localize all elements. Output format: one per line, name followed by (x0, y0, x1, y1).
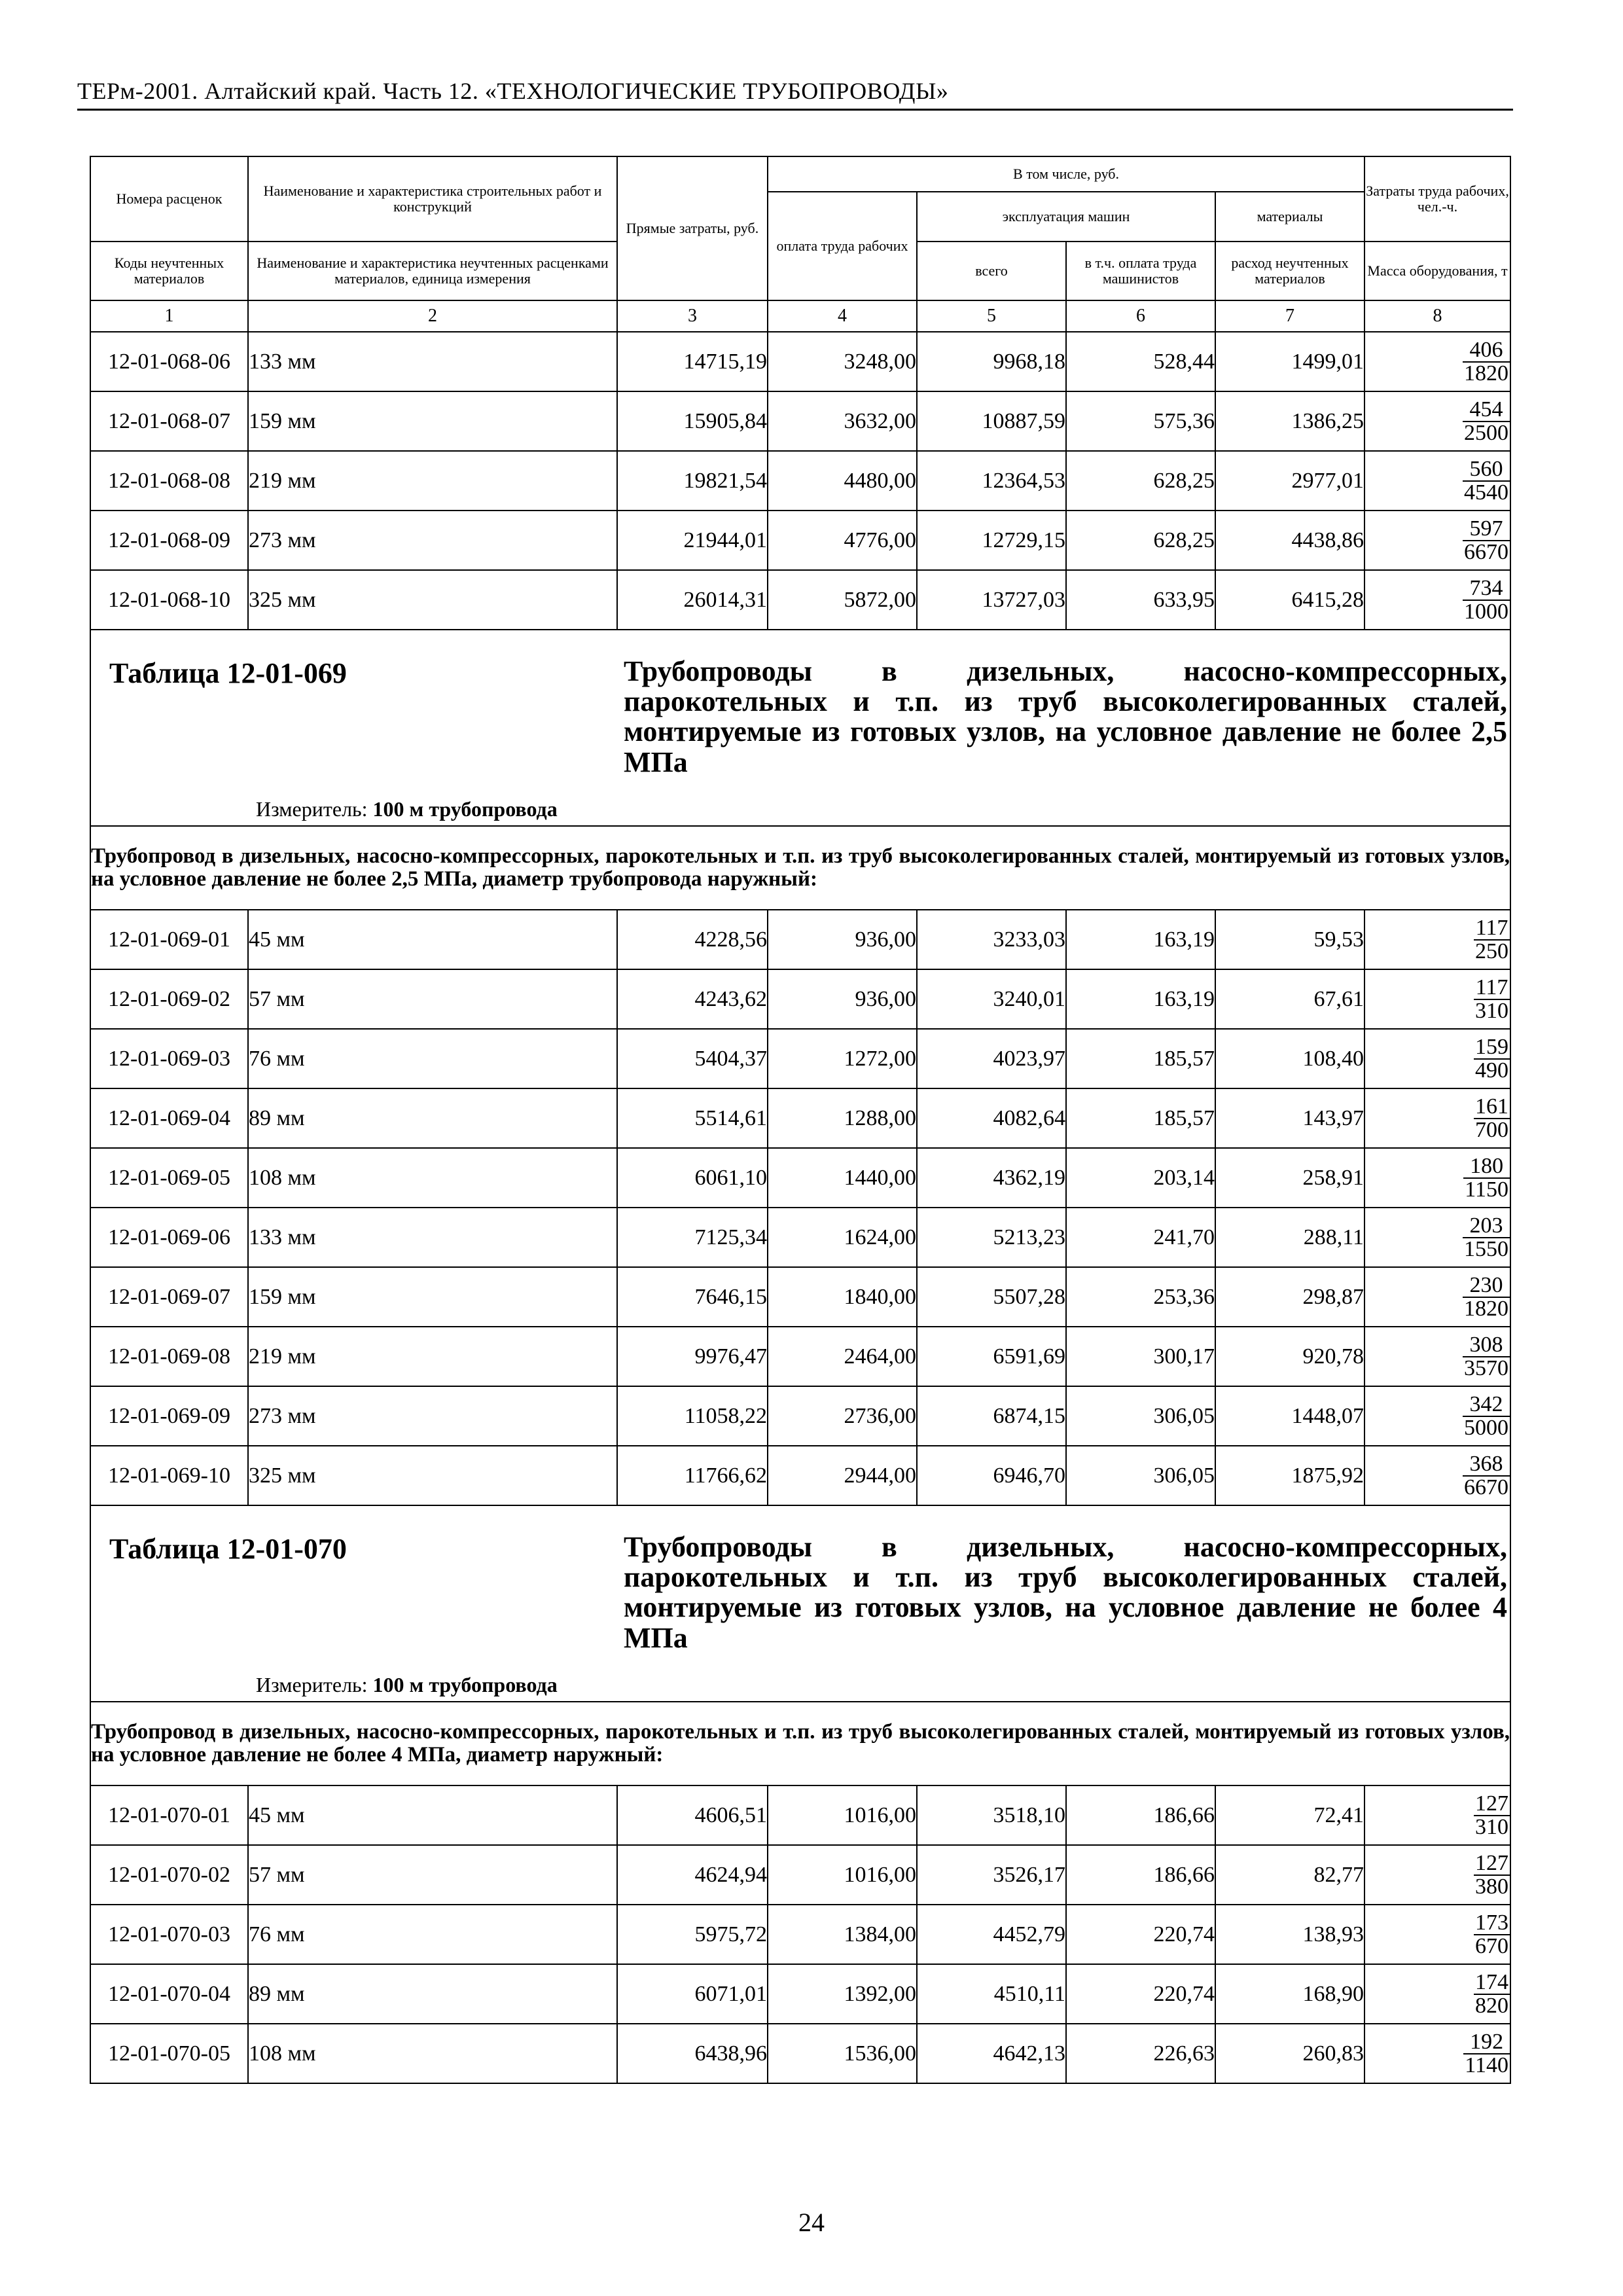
equipment-mass: 4540 (1464, 480, 1509, 505)
table-row (90, 1386, 1510, 1446)
table-row (90, 391, 1510, 451)
machine-labor-cell: 220,74 (1066, 1905, 1215, 1964)
direct-costs-cell: 9976,47 (617, 1327, 768, 1386)
direct-costs-cell: 11058,22 (617, 1386, 768, 1446)
col-number: 6 (1066, 300, 1215, 332)
col-number: 7 (1215, 300, 1364, 332)
table-row (90, 910, 1510, 969)
pipe-diameter-cell: 219 мм (248, 451, 617, 511)
col-number: 2 (248, 300, 617, 332)
machine-labor-cell: 633,95 (1066, 570, 1215, 630)
document-body (90, 156, 1510, 2084)
machine-labor-cell: 528,44 (1066, 332, 1215, 391)
labor-hours: 734 (1463, 577, 1510, 601)
rate-code-cell: 12-01-069-06 (90, 1208, 248, 1267)
rate-code-cell: 12-01-069-01 (90, 910, 248, 969)
table-row (90, 969, 1510, 1029)
labor-mass-fraction (1463, 518, 1510, 564)
direct-costs-cell: 5975,72 (617, 1905, 768, 1964)
direct-costs-cell: 4228,56 (617, 910, 768, 969)
labor-pay-cell: 2736,00 (768, 1386, 917, 1446)
machine-labor-cell: 300,17 (1066, 1327, 1215, 1386)
table-description: Трубопровод в дизельных, насосно-компрессорных, парокотельных и т.п. из труб высоколегированных сталей, монтируемый из готовых узлов, на условное давление не более 2,5 МПа, диаметр трубопровода наружный: (91, 844, 1510, 891)
labor-mass-fraction (1463, 458, 1510, 504)
machine-labor-cell: 306,05 (1066, 1386, 1215, 1446)
machine-total-cell: 4510,11 (917, 1964, 1066, 2024)
labor-mass-cell (1364, 1446, 1510, 1505)
col-number: 3 (617, 300, 768, 332)
labor-mass-cell (1364, 1327, 1510, 1386)
labor-mass-fraction (1474, 1096, 1510, 1141)
labor-hours: 454 (1463, 399, 1510, 422)
machine-total-cell: 3526,17 (917, 1845, 1066, 1905)
machine-labor-cell: 185,57 (1066, 1029, 1215, 1088)
labor-pay-cell: 1536,00 (768, 2024, 917, 2083)
labor-mass-fraction (1463, 1453, 1510, 1499)
machine-total-cell: 4362,19 (917, 1148, 1066, 1208)
machine-total-cell: 3233,03 (917, 910, 1066, 969)
equipment-mass: 310 (1475, 998, 1509, 1023)
table-heading-row (90, 1505, 1510, 1702)
direct-costs-cell: 7125,34 (617, 1208, 768, 1267)
table-description-cell (90, 826, 1510, 910)
table-description: Трубопровод в дизельных, насосно-компрессорных, парокотельных и т.п. из труб высоколегированных сталей, монтируемый из готовых узлов, на условное давление не более 4 МПа, диаметр наружный: (91, 1720, 1510, 1767)
direct-costs-cell: 11766,62 (617, 1446, 768, 1505)
equipment-mass: 5000 (1464, 1415, 1509, 1440)
hdr-equipment-mass: Масса оборудования, т (1364, 242, 1510, 300)
equipment-mass: 670 (1475, 1933, 1509, 1958)
table-title: Трубопроводы в дизельных, насосно-компрессорных, парокотельных и т.п. из труб высоколегированных сталей, монтируемые из готовых узлов, на условное давление не более 2,5 МПа (624, 655, 1507, 778)
pipe-diameter-cell: 45 мм (248, 1785, 617, 1845)
direct-costs-cell: 14715,19 (617, 332, 768, 391)
direct-costs-cell: 6061,10 (617, 1148, 768, 1208)
labor-hours: 203 (1463, 1215, 1510, 1238)
machine-labor-cell: 186,66 (1066, 1785, 1215, 1845)
pipe-diameter-cell: 273 мм (248, 511, 617, 570)
direct-costs-cell: 5514,61 (617, 1088, 768, 1148)
equipment-mass: 3570 (1464, 1355, 1509, 1380)
pipe-diameter-cell: 219 мм (248, 1327, 617, 1386)
machine-labor-cell: 628,25 (1066, 451, 1215, 511)
pipe-diameter-cell: 45 мм (248, 910, 617, 969)
labor-hours: 560 (1463, 458, 1510, 482)
labor-pay-cell: 1384,00 (768, 1905, 917, 1964)
labor-mass-cell (1364, 1386, 1510, 1446)
pipe-diameter-cell: 57 мм (248, 1845, 617, 1905)
table-number: Таблица 12-01-069 (109, 657, 347, 689)
machine-labor-cell: 203,14 (1066, 1148, 1215, 1208)
machine-total-cell: 6591,69 (917, 1327, 1066, 1386)
hdr-machine-ops: эксплуатация машин (917, 192, 1215, 242)
table-heading (90, 1505, 1510, 1702)
equipment-mass: 820 (1475, 1993, 1509, 2018)
rate-code-cell: 12-01-068-09 (90, 511, 248, 570)
materials-cell: 2977,01 (1215, 451, 1364, 511)
materials-cell: 108,40 (1215, 1029, 1364, 1088)
table-row (90, 1208, 1510, 1267)
table-meter (256, 1673, 558, 1697)
table-description-row (90, 826, 1510, 910)
equipment-mass: 1140 (1465, 2053, 1509, 2077)
table-row (90, 1446, 1510, 1505)
machine-labor-cell: 185,57 (1066, 1088, 1215, 1148)
table-row (90, 2024, 1510, 2083)
equipment-mass: 250 (1475, 939, 1509, 963)
labor-hours: 230 (1463, 1274, 1510, 1298)
labor-hours: 406 (1463, 339, 1510, 363)
labor-pay-cell: 3248,00 (768, 332, 917, 391)
machine-total-cell: 4023,97 (917, 1029, 1066, 1088)
hdr-unaccounted-names: Наименование и характеристика неучтенных расценками материалов, единица измерения (248, 242, 617, 300)
equipment-mass: 310 (1475, 1814, 1509, 1839)
hdr-machine-total: всего (917, 242, 1066, 300)
machine-total-cell: 4452,79 (917, 1905, 1066, 1964)
materials-cell: 1875,92 (1215, 1446, 1364, 1505)
labor-hours: 117 (1474, 977, 1510, 1000)
pipe-diameter-cell: 89 мм (248, 1964, 617, 2024)
labor-pay-cell: 1624,00 (768, 1208, 917, 1267)
labor-mass-cell (1364, 1964, 1510, 2024)
meter-label: Измеритель: (256, 1673, 368, 1696)
materials-cell: 6415,28 (1215, 570, 1364, 630)
table-row (90, 1905, 1510, 1964)
rate-code-cell: 12-01-070-03 (90, 1905, 248, 1964)
labor-pay-cell: 1840,00 (768, 1267, 917, 1327)
labor-mass-cell (1364, 570, 1510, 630)
hdr-work-name: Наименование и характеристика строительных работ и конструкций (248, 156, 617, 242)
labor-hours: 192 (1463, 2031, 1510, 2054)
pipe-diameter-cell: 159 мм (248, 1267, 617, 1327)
materials-cell: 143,97 (1215, 1088, 1364, 1148)
labor-mass-fraction (1463, 1215, 1510, 1261)
labor-mass-fraction (1463, 2031, 1510, 2077)
pipe-diameter-cell: 76 мм (248, 1905, 617, 1964)
machine-labor-cell: 575,36 (1066, 391, 1215, 451)
machine-labor-cell: 163,19 (1066, 969, 1215, 1029)
labor-mass-cell (1364, 2024, 1510, 2083)
col-number: 4 (768, 300, 917, 332)
labor-pay-cell: 1016,00 (768, 1845, 917, 1905)
materials-cell: 168,90 (1215, 1964, 1364, 2024)
machine-labor-cell: 628,25 (1066, 511, 1215, 570)
table-row (90, 511, 1510, 570)
labor-hours: 127 (1475, 1791, 1509, 1816)
labor-mass-fraction (1474, 1852, 1510, 1898)
labor-mass-cell (1364, 1088, 1510, 1148)
table-row (90, 332, 1510, 391)
machine-total-cell: 5507,28 (917, 1267, 1066, 1327)
equipment-mass: 1150 (1465, 1177, 1509, 1202)
labor-mass-cell (1364, 969, 1510, 1029)
labor-mass-fraction (1463, 399, 1510, 444)
materials-cell: 260,83 (1215, 2024, 1364, 2083)
labor-pay-cell: 2464,00 (768, 1327, 917, 1386)
materials-cell: 288,11 (1215, 1208, 1364, 1267)
rate-code-cell: 12-01-068-10 (90, 570, 248, 630)
labor-pay-cell: 1440,00 (768, 1148, 917, 1208)
rate-code-cell: 12-01-069-03 (90, 1029, 248, 1088)
labor-mass-fraction (1474, 1036, 1510, 1082)
pipe-diameter-cell: 133 мм (248, 1208, 617, 1267)
labor-mass-cell (1364, 391, 1510, 451)
table-meter (256, 797, 558, 821)
rate-code-cell: 12-01-069-10 (90, 1446, 248, 1505)
labor-pay-cell: 1392,00 (768, 1964, 917, 2024)
machine-labor-cell: 306,05 (1066, 1446, 1215, 1505)
labor-pay-cell: 4480,00 (768, 451, 917, 511)
direct-costs-cell: 6438,96 (617, 2024, 768, 2083)
equipment-mass: 1000 (1464, 599, 1509, 624)
labor-mass-cell (1364, 1208, 1510, 1267)
hdr-including: В том числе, руб. (768, 156, 1364, 192)
labor-mass-cell (1364, 1267, 1510, 1327)
direct-costs-cell: 4606,51 (617, 1785, 768, 1845)
pipe-diameter-cell: 273 мм (248, 1386, 617, 1446)
labor-hours: 173 (1475, 1910, 1509, 1935)
machine-total-cell: 5213,23 (917, 1208, 1066, 1267)
labor-mass-fraction (1474, 1793, 1510, 1839)
equipment-mass: 1820 (1464, 361, 1509, 386)
pipe-diameter-cell: 325 мм (248, 570, 617, 630)
machine-total-cell: 6874,15 (917, 1386, 1066, 1446)
direct-costs-cell: 6071,01 (617, 1964, 768, 2024)
rate-code-cell: 12-01-069-07 (90, 1267, 248, 1327)
hdr-labor-pay: оплата труда рабочих (768, 192, 917, 300)
labor-mass-cell (1364, 1148, 1510, 1208)
col-number: 1 (90, 300, 248, 332)
labor-pay-cell: 5872,00 (768, 570, 917, 630)
table-row (90, 1785, 1510, 1845)
labor-mass-cell (1364, 1845, 1510, 1905)
hdr-labor-costs: Затраты труда рабочих, чел.-ч. (1364, 156, 1510, 242)
table-title: Трубопроводы в дизельных, насосно-компрессорных, парокотельных и т.п. из труб высоколегированных сталей, монтируемые из готовых узлов, на условное давление не более 4 МПа (624, 1531, 1507, 1654)
labor-mass-cell (1364, 1905, 1510, 1964)
labor-mass-fraction (1463, 339, 1510, 385)
labor-mass-cell (1364, 332, 1510, 391)
machine-total-cell: 9968,18 (917, 332, 1066, 391)
table-description-cell (90, 1702, 1510, 1785)
rate-code-cell: 12-01-068-08 (90, 451, 248, 511)
materials-cell: 67,61 (1215, 969, 1364, 1029)
machine-labor-cell: 226,63 (1066, 2024, 1215, 2083)
rate-code-cell: 12-01-069-09 (90, 1386, 248, 1446)
machine-labor-cell: 253,36 (1066, 1267, 1215, 1327)
rate-code-cell: 12-01-069-08 (90, 1327, 248, 1386)
rate-code-cell: 12-01-069-02 (90, 969, 248, 1029)
labor-hours: 159 (1475, 1034, 1509, 1059)
table-row (90, 1029, 1510, 1088)
labor-pay-cell: 1016,00 (768, 1785, 917, 1845)
hdr-unaccounted-codes: Коды неучтенных материалов (90, 242, 248, 300)
rate-code-cell: 12-01-070-01 (90, 1785, 248, 1845)
labor-hours: 174 (1475, 1969, 1509, 1994)
materials-cell: 4438,86 (1215, 511, 1364, 570)
direct-costs-cell: 19821,54 (617, 451, 768, 511)
rate-code-cell: 12-01-068-07 (90, 391, 248, 451)
table-row (90, 1148, 1510, 1208)
meter-label: Измеритель: (256, 797, 368, 821)
machine-labor-cell: 186,66 (1066, 1845, 1215, 1905)
table-row (90, 570, 1510, 630)
materials-cell: 82,77 (1215, 1845, 1364, 1905)
header-rule (77, 109, 1513, 111)
pipe-diameter-cell: 108 мм (248, 2024, 617, 2083)
machine-total-cell: 3518,10 (917, 1785, 1066, 1845)
meter-value: 100 м трубопровода (372, 797, 558, 821)
equipment-mass: 1820 (1464, 1296, 1509, 1321)
materials-cell: 1386,25 (1215, 391, 1364, 451)
labor-pay-cell: 3632,00 (768, 391, 917, 451)
pipe-diameter-cell: 76 мм (248, 1029, 617, 1088)
direct-costs-cell: 5404,37 (617, 1029, 768, 1088)
direct-costs-cell: 4243,62 (617, 969, 768, 1029)
materials-cell: 59,53 (1215, 910, 1364, 969)
equipment-mass: 6670 (1464, 539, 1509, 564)
direct-costs-cell: 15905,84 (617, 391, 768, 451)
labor-mass-cell (1364, 451, 1510, 511)
machine-total-cell: 4082,64 (917, 1088, 1066, 1148)
labor-mass-cell (1364, 511, 1510, 570)
col-number: 8 (1364, 300, 1510, 332)
equipment-mass: 490 (1475, 1058, 1509, 1083)
machine-labor-cell: 241,70 (1066, 1208, 1215, 1267)
rate-code-cell: 12-01-070-05 (90, 2024, 248, 2083)
hdr-rate-numbers: Номера расценок (90, 156, 248, 242)
hdr-direct-costs: Прямые затраты, руб. (617, 156, 768, 300)
machine-labor-cell: 220,74 (1066, 1964, 1215, 2024)
table-row (90, 1845, 1510, 1905)
equipment-mass: 6670 (1464, 1475, 1509, 1499)
hdr-unaccounted-consumption: расход неучтенных материалов (1215, 242, 1364, 300)
labor-pay-cell: 4776,00 (768, 511, 917, 570)
labor-hours: 308 (1463, 1334, 1510, 1357)
labor-pay-cell: 2944,00 (768, 1446, 917, 1505)
direct-costs-cell: 7646,15 (617, 1267, 768, 1327)
pipe-diameter-cell: 57 мм (248, 969, 617, 1029)
table-row (90, 1327, 1510, 1386)
machine-total-cell: 10887,59 (917, 391, 1066, 451)
machine-total-cell: 13727,03 (917, 570, 1066, 630)
materials-cell: 1448,07 (1215, 1386, 1364, 1446)
col-number: 5 (917, 300, 1066, 332)
direct-costs-cell: 26014,31 (617, 570, 768, 630)
equipment-mass: 2500 (1464, 420, 1509, 445)
table-description-row (90, 1702, 1510, 1785)
labor-mass-fraction (1463, 577, 1510, 623)
table-number: Таблица 12-01-070 (109, 1533, 347, 1565)
rate-code-cell: 12-01-070-02 (90, 1845, 248, 1905)
materials-cell: 72,41 (1215, 1785, 1364, 1845)
rate-code-cell: 12-01-069-04 (90, 1088, 248, 1148)
materials-cell: 1499,01 (1215, 332, 1364, 391)
table-row (90, 1964, 1510, 2024)
labor-mass-fraction (1474, 917, 1510, 963)
rates-table (90, 156, 1511, 2084)
pipe-diameter-cell: 133 мм (248, 332, 617, 391)
hdr-machine-labor: в т.ч. оплата труда машинистов (1066, 242, 1215, 300)
table-heading (90, 630, 1510, 826)
table-row (90, 1088, 1510, 1148)
pipe-diameter-cell: 159 мм (248, 391, 617, 451)
rate-code-cell: 12-01-070-04 (90, 1964, 248, 2024)
machine-total-cell: 4642,13 (917, 2024, 1066, 2083)
labor-hours: 127 (1475, 1850, 1509, 1875)
machine-total-cell: 6946,70 (917, 1446, 1066, 1505)
labor-pay-cell: 936,00 (768, 910, 917, 969)
machine-total-cell: 3240,01 (917, 969, 1066, 1029)
materials-cell: 920,78 (1215, 1327, 1364, 1386)
labor-mass-fraction (1463, 1274, 1510, 1320)
labor-mass-fraction (1474, 1912, 1510, 1958)
direct-costs-cell: 4624,94 (617, 1845, 768, 1905)
equipment-mass: 380 (1475, 1874, 1509, 1899)
labor-hours: 161 (1475, 1094, 1509, 1119)
table-row (90, 451, 1510, 511)
labor-mass-fraction (1463, 1155, 1510, 1201)
labor-mass-fraction (1474, 1971, 1510, 2017)
labor-pay-cell: 936,00 (768, 969, 917, 1029)
labor-hours: 180 (1463, 1155, 1510, 1179)
labor-mass-fraction (1463, 1393, 1510, 1439)
pipe-diameter-cell: 108 мм (248, 1148, 617, 1208)
labor-hours: 117 (1474, 917, 1510, 941)
labor-mass-cell (1364, 910, 1510, 969)
labor-mass-fraction (1463, 1334, 1510, 1380)
labor-hours: 342 (1463, 1393, 1510, 1417)
running-head: ТЕРм-2001. Алтайский край. Часть 12. «ТЕХНОЛОГИЧЕСКИЕ ТРУБОПРОВОДЫ» (77, 78, 949, 104)
labor-pay-cell: 1272,00 (768, 1029, 917, 1088)
machine-total-cell: 12364,53 (917, 451, 1066, 511)
pipe-diameter-cell: 325 мм (248, 1446, 617, 1505)
materials-cell: 258,91 (1215, 1148, 1364, 1208)
labor-mass-cell (1364, 1785, 1510, 1845)
equipment-mass: 1550 (1464, 1236, 1509, 1261)
labor-pay-cell: 1288,00 (768, 1088, 917, 1148)
meter-value: 100 м трубопровода (372, 1673, 558, 1696)
hdr-materials: материалы (1215, 192, 1364, 242)
labor-hours: 368 (1463, 1453, 1510, 1477)
rate-code-cell: 12-01-068-06 (90, 332, 248, 391)
pipe-diameter-cell: 89 мм (248, 1088, 617, 1148)
machine-total-cell: 12729,15 (917, 511, 1066, 570)
column-numbers-row (90, 300, 1510, 332)
rate-code-cell: 12-01-069-05 (90, 1148, 248, 1208)
table-heading-row (90, 630, 1510, 826)
machine-labor-cell: 163,19 (1066, 910, 1215, 969)
equipment-mass: 700 (1475, 1117, 1509, 1142)
page-number: 24 (798, 2208, 825, 2237)
direct-costs-cell: 21944,01 (617, 511, 768, 570)
materials-cell: 138,93 (1215, 1905, 1364, 1964)
labor-mass-fraction (1474, 977, 1510, 1022)
table-row (90, 1267, 1510, 1327)
labor-mass-cell (1364, 1029, 1510, 1088)
materials-cell: 298,87 (1215, 1267, 1364, 1327)
labor-hours: 597 (1463, 518, 1510, 541)
